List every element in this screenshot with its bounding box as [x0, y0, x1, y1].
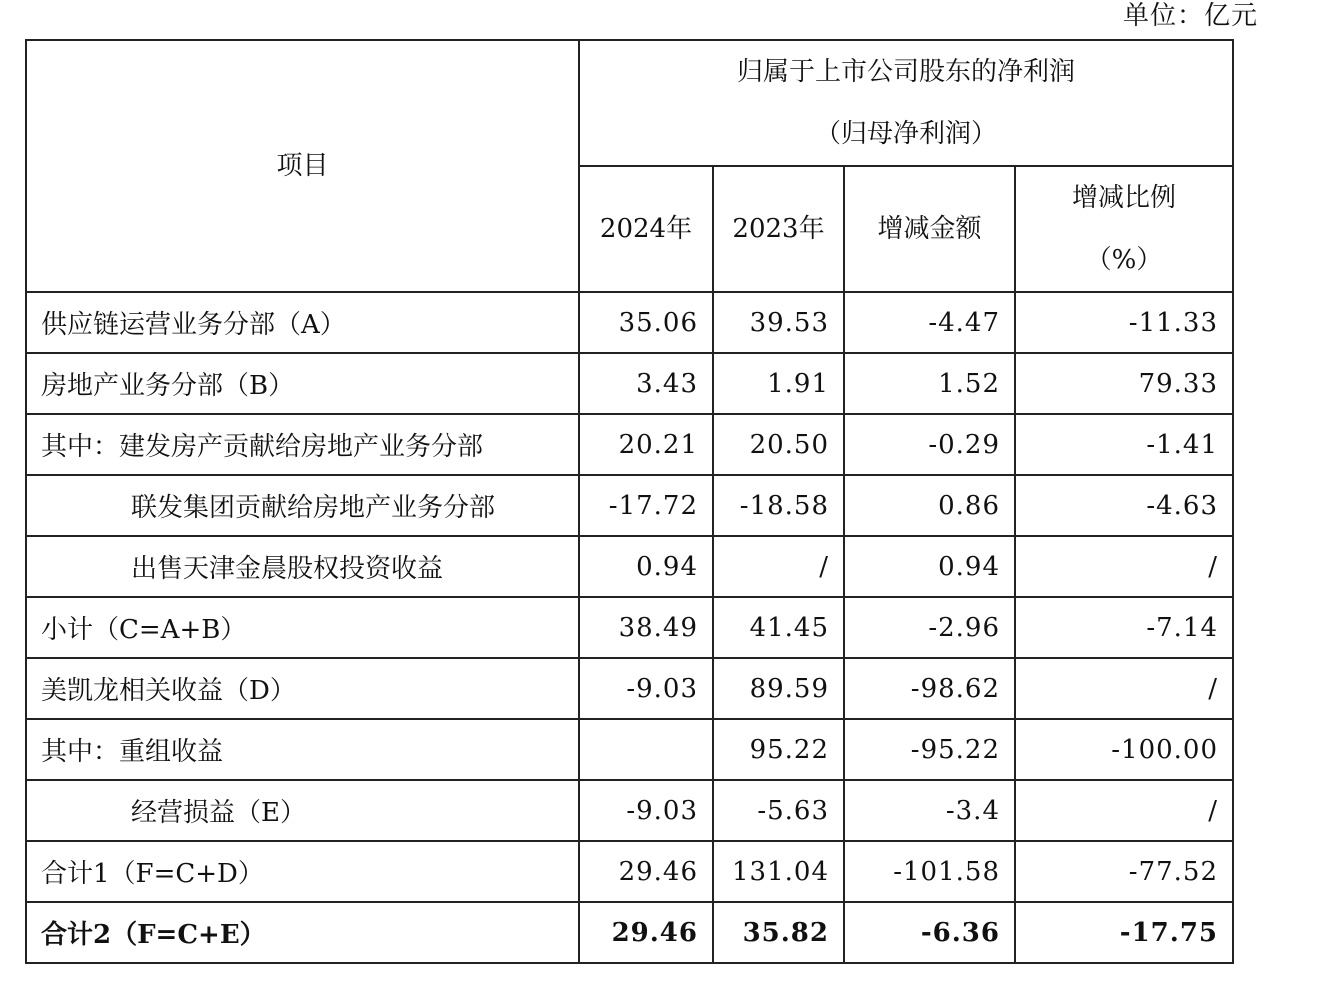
table-row	[26, 536, 1233, 597]
row-value-2023: 41.45	[713, 597, 844, 658]
table-row	[26, 841, 1233, 902]
row-value-2023: 95.22	[713, 719, 844, 780]
row-item-label: 小计（C=A+B）	[26, 597, 579, 658]
row-value-2024: 0.94	[579, 536, 713, 597]
row-value-2024: 38.49	[579, 597, 713, 658]
row-item-label: 美凯龙相关收益（D）	[26, 658, 579, 719]
row-value-change: 1.52	[844, 353, 1015, 414]
row-value-ratio: -100.00	[1015, 719, 1233, 780]
row-value-2024: -17.72	[579, 475, 713, 536]
row-value-change: -6.36	[844, 902, 1015, 963]
row-value-2024: 3.43	[579, 353, 713, 414]
col-header-ratio-line1: 增减比例	[1072, 183, 1177, 213]
table-row	[26, 658, 1233, 719]
row-value-change: 0.86	[844, 475, 1015, 536]
row-value-ratio: 79.33	[1015, 353, 1233, 414]
row-value-2023: 35.82	[713, 902, 844, 963]
table-row	[26, 597, 1233, 658]
row-value-change: -4.47	[844, 292, 1015, 353]
row-value-change: -95.22	[844, 719, 1015, 780]
col-header-2024: 2024年	[579, 166, 713, 292]
row-value-ratio: -1.41	[1015, 414, 1233, 475]
item-column-header	[26, 40, 579, 292]
row-value-change: -3.4	[844, 780, 1015, 841]
group-title-line2: （归母净利润）	[815, 119, 998, 149]
row-value-2023: /	[713, 536, 844, 597]
row-value-ratio: /	[1015, 536, 1233, 597]
row-value-ratio: -17.75	[1015, 902, 1233, 963]
row-value-2024: 29.46	[579, 841, 713, 902]
row-value-2024: -9.03	[579, 658, 713, 719]
row-item-label: 其中：建发房产贡献给房地产业务分部	[26, 414, 579, 475]
row-value-2024	[579, 719, 713, 780]
table-row	[26, 414, 1233, 475]
row-value-ratio: /	[1015, 658, 1233, 719]
group-header	[579, 40, 1233, 166]
item-header-label: 项目	[276, 150, 329, 181]
net-profit-table	[25, 39, 1234, 964]
row-item-label: 合计1（F=C+D）	[26, 841, 579, 902]
group-title-line1: 归属于上市公司股东的净利润	[737, 57, 1076, 87]
table-body	[26, 292, 1233, 963]
row-value-ratio: -77.52	[1015, 841, 1233, 902]
table-row	[26, 902, 1233, 963]
row-value-change: -101.58	[844, 841, 1015, 902]
row-value-ratio: -11.33	[1015, 292, 1233, 353]
row-value-2023: -5.63	[713, 780, 844, 841]
table-row	[26, 353, 1233, 414]
row-item-label: 联发集团贡献给房地产业务分部	[26, 475, 579, 536]
row-value-2024: 35.06	[579, 292, 713, 353]
row-value-ratio: /	[1015, 780, 1233, 841]
row-value-2024: -9.03	[579, 780, 713, 841]
row-item-label: 经营损益（E）	[26, 780, 579, 841]
table-row	[26, 780, 1233, 841]
row-item-label: 房地产业务分部（B）	[26, 353, 579, 414]
row-value-ratio: -4.63	[1015, 475, 1233, 536]
row-item-label: 合计2（F=C+E）	[26, 902, 579, 963]
row-value-2024: 29.46	[579, 902, 713, 963]
row-value-2023: -18.58	[713, 475, 844, 536]
row-item-label: 其中：重组收益	[26, 719, 579, 780]
col-header-ratio	[1015, 166, 1233, 292]
row-value-change: -2.96	[844, 597, 1015, 658]
row-value-ratio: -7.14	[1015, 597, 1233, 658]
col-header-ratio-line2: （%）	[1085, 245, 1163, 275]
table-row	[26, 292, 1233, 353]
row-value-change: -98.62	[844, 658, 1015, 719]
unit-label: 单位：亿元	[1122, 1, 1258, 31]
row-value-2023: 131.04	[713, 841, 844, 902]
row-value-2023: 39.53	[713, 292, 844, 353]
row-value-change: -0.29	[844, 414, 1015, 475]
row-value-2023: 89.59	[713, 658, 844, 719]
row-value-2024: 20.21	[579, 414, 713, 475]
row-value-2023: 20.50	[713, 414, 844, 475]
col-header-change: 增减金额	[844, 166, 1015, 292]
row-value-change: 0.94	[844, 536, 1015, 597]
table-row	[26, 719, 1233, 780]
row-value-2023: 1.91	[713, 353, 844, 414]
row-item-label: 供应链运营业务分部（A）	[26, 292, 579, 353]
col-header-2023: 2023年	[713, 166, 844, 292]
table-row	[26, 475, 1233, 536]
row-item-label: 出售天津金晨股权投资收益	[26, 536, 579, 597]
